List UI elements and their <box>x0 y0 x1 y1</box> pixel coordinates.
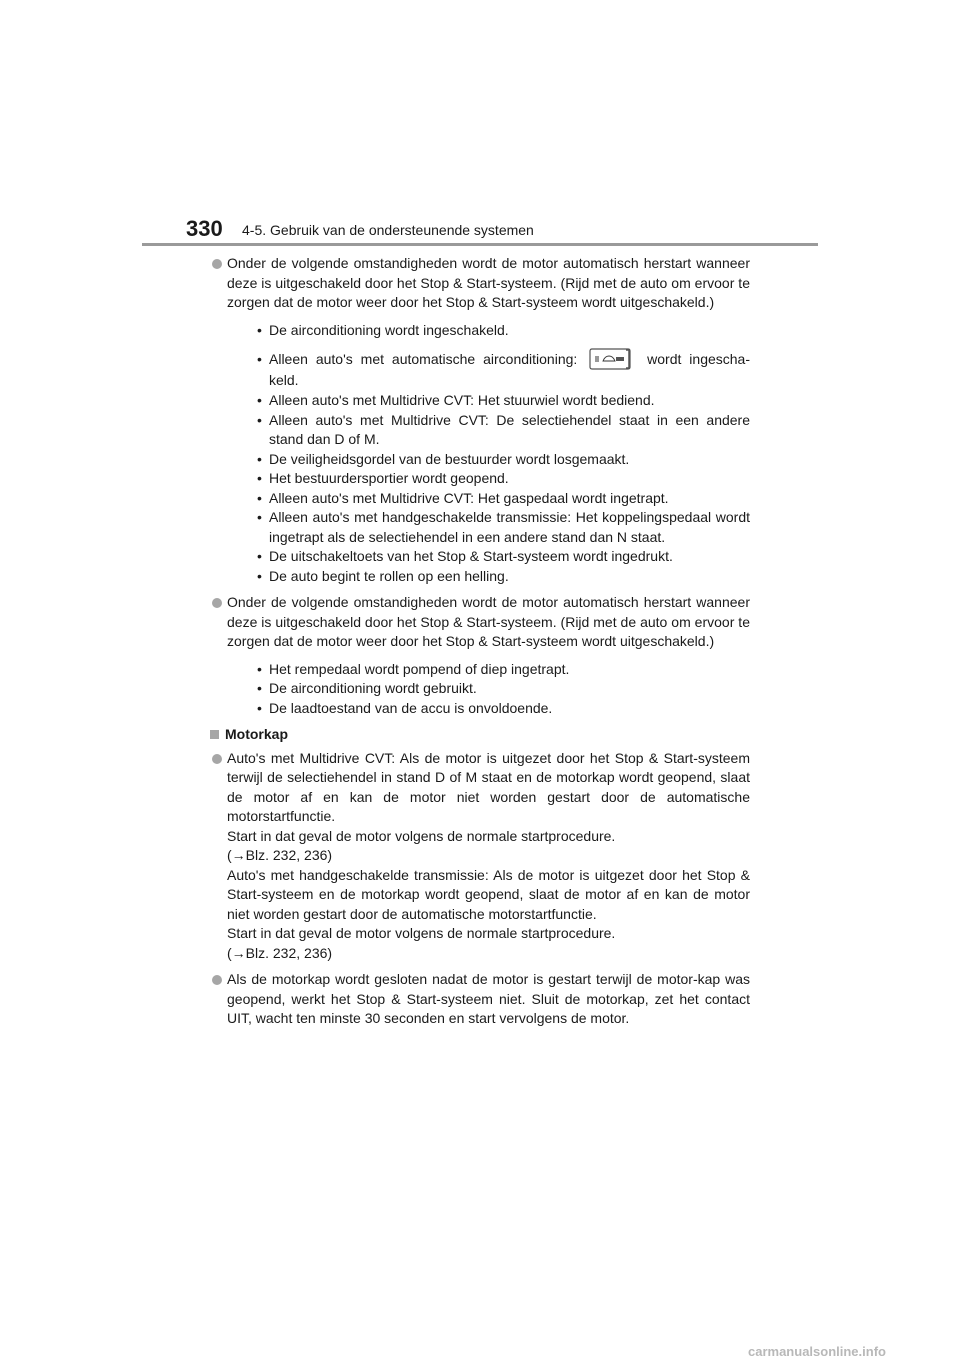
list-item: • De veiligheidsgordel van de bestuurder wordt losgemaakt. <box>257 450 630 467</box>
bullet-circle-icon <box>212 975 222 985</box>
square-icon <box>210 730 219 739</box>
bullet-circle-icon <box>212 754 222 764</box>
motorkap-paragraph-1: Auto's met Multidrive CVT: Als de motor is uitgezet door het Stop & Start-systeem terwijl de selectiehendel in stand D of M staat en de motorkap wordt geopend, slaat de motor af en kan de motor niet worden gestart door de automatische motorstartfunctie. <box>227 749 750 824</box>
restart-conditions-block-2 <box>210 593 750 718</box>
motorkap-paragraph-1b: Start in dat geval de motor volgens de normale startprocedure. <box>227 827 616 844</box>
list-item: • De airconditioning wordt ingeschakeld. <box>257 321 509 338</box>
restart-conditions-intro: Onder de volgende omstandigheden wordt de motor automatisch herstart wanneer deze is uitgeschakeld door het Stop & Start-systeem. (Rijd met de auto om ervoor te zorgen dat de motor weer door het Stop & Start-systeem wordt uitgeschakeld.) <box>227 255 750 310</box>
restart-conditions-list <box>257 321 750 587</box>
restart-conditions-list-2 <box>257 660 750 719</box>
restart-conditions-intro-2: Onder de volgende omstandigheden wordt de motor automatisch herstart wanneer deze is uitgeschakeld door het Stop & Start-systeem. (Rijd met de auto om ervoor te zorgen dat de motor weer door het Stop & Start-systeem wordt uitgeschakeld.) <box>227 594 750 649</box>
bullet-circle-icon <box>212 598 222 608</box>
motorkap-heading: Motorkap <box>210 725 750 745</box>
list-item: • Alleen auto's met Multidrive CVT: Het gaspedaal wordt ingetrapt. <box>257 489 669 506</box>
watermark: carmanualsonline.info <box>748 1344 886 1359</box>
page-number: 330 <box>186 216 223 241</box>
page-reference: (→Blz. 232, 236) <box>227 847 333 863</box>
list-item: • Alleen auto's met automatische airconditioning: wordt ingescha-keld. <box>257 349 750 391</box>
motorkap-block-2 <box>210 970 750 1029</box>
list-item: • De airconditioning wordt gebruikt. <box>257 680 477 696</box>
list-item: • Het bestuurdersportier wordt geopend. <box>257 470 509 486</box>
page-content <box>210 254 750 1036</box>
list-item: • De uitschakeltoets van het Stop & Start-systeem wordt ingedrukt. <box>257 548 673 564</box>
list-item: • Alleen auto's met handgeschakelde transmissie: Het koppelingspedaal wordt ingetrapt als de selectiehendel in een andere stand dan N staat. <box>257 509 750 545</box>
motorkap-paragraph-1d: Auto's met handgeschakelde transmissie: Als de motor is uitgezet door het Stop & Start-systeem en de motorkap wordt geopend, slaat de motor af en kan de motor niet worden gestart door de automatische motorstartfunctie. <box>227 866 750 922</box>
motorkap-paragraph-2: Als de motorkap wordt gesloten nadat de motor is gestart terwijl de motor-kap was geopend, werkt het Stop & Start-systeem niet. Sluit de motorkap, zet het contact UIT, wacht ten minste 30 seconden en start vervolgens de motor. <box>227 971 750 1026</box>
header-divider <box>142 243 818 246</box>
motorkap-paragraph-1e: Start in dat geval de motor volgens de normale startprocedure. <box>227 925 616 941</box>
list-item: • Alleen auto's met Multidrive CVT: De selectiehendel staat in een andere stand dan D of M. <box>257 411 750 447</box>
list-item: • Alleen auto's met Multidrive CVT: Het stuurwiel wordt bediend. <box>257 392 655 408</box>
page-reference: (→Blz. 232, 236) <box>227 944 333 961</box>
list-item: • De laadtoestand van de accu is onvoldoende. <box>257 699 553 716</box>
bullet-circle-icon <box>212 259 222 269</box>
front-defroster-button-icon <box>589 348 631 370</box>
restart-conditions-block <box>210 254 750 586</box>
list-item: • Het rempedaal wordt pompend of diep ingetrapt. <box>257 660 570 677</box>
page-header <box>0 0 960 250</box>
section-title: 4-5. Gebruik van de ondersteunende systemen <box>242 222 534 238</box>
motorkap-block-1 <box>210 749 750 964</box>
list-item: • De auto begint te rollen op een helling. <box>257 567 509 584</box>
